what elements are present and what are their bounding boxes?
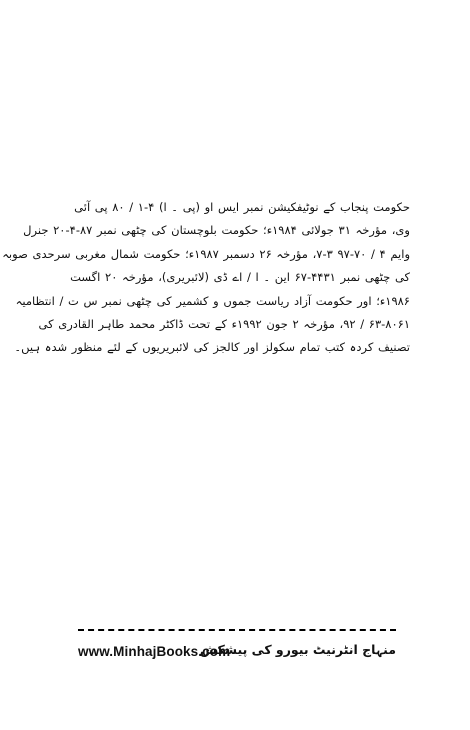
paragraph-line-6: ۶۳-۸۰۶۱ / ۹۲، مؤرخہ ۲ جون ۱۹۹۲ء کے تحت ڈاکٹر محمد طاہر القادری کی [38, 317, 410, 332]
approval-notice-paragraph [2, 196, 410, 360]
footer-dashed-divider [78, 629, 396, 631]
paragraph-line-4: کی چٹھی نمبر ۴۴۳۱-۶۷ این ۔ ا / اے ڈی (لائبریری)، مؤرخہ ۲۰ اگست [70, 270, 410, 285]
paragraph-line-1: حکومت پنجاب کے نوٹیفکیشن نمبر ایس او (پی ۔ ا) ۴-۱ / ۸۰ پی آئی [74, 200, 410, 214]
paragraph-line-5: ۱۹۸۶ء؛ اور حکومت آزاد ریاست جموں و کشمیر کی چٹھی نمبر س ت / انتظامیہ [15, 293, 410, 308]
paragraph-line-2: وی، مؤرخہ ۳۱ جولائی ۱۹۸۴ء؛ حکومت بلوچستان کی چٹھی نمبر ۸۷-۴-۲۰ جنرل [23, 223, 410, 238]
website-link[interactable]: www.MinhajBooks.com [78, 644, 231, 659]
publisher-imprint: منہاج انٹرنیٹ بیورو کی پیشکش [199, 642, 396, 657]
paragraph-line-7: تصنیف کردہ کتب تمام سکولز اور کالجز کی لائبریریوں کے لئے منظور شدہ ہیں۔ [14, 340, 410, 355]
page-footer [78, 638, 396, 666]
paragraph-line-3: وایم ۴ / ۷۰-۹۷ ۳-۷، مؤرخہ ۲۶ دسمبر ۱۹۸۷ء؛ حکومت شمال مغربی سرحدی صوبہ [2, 246, 410, 261]
